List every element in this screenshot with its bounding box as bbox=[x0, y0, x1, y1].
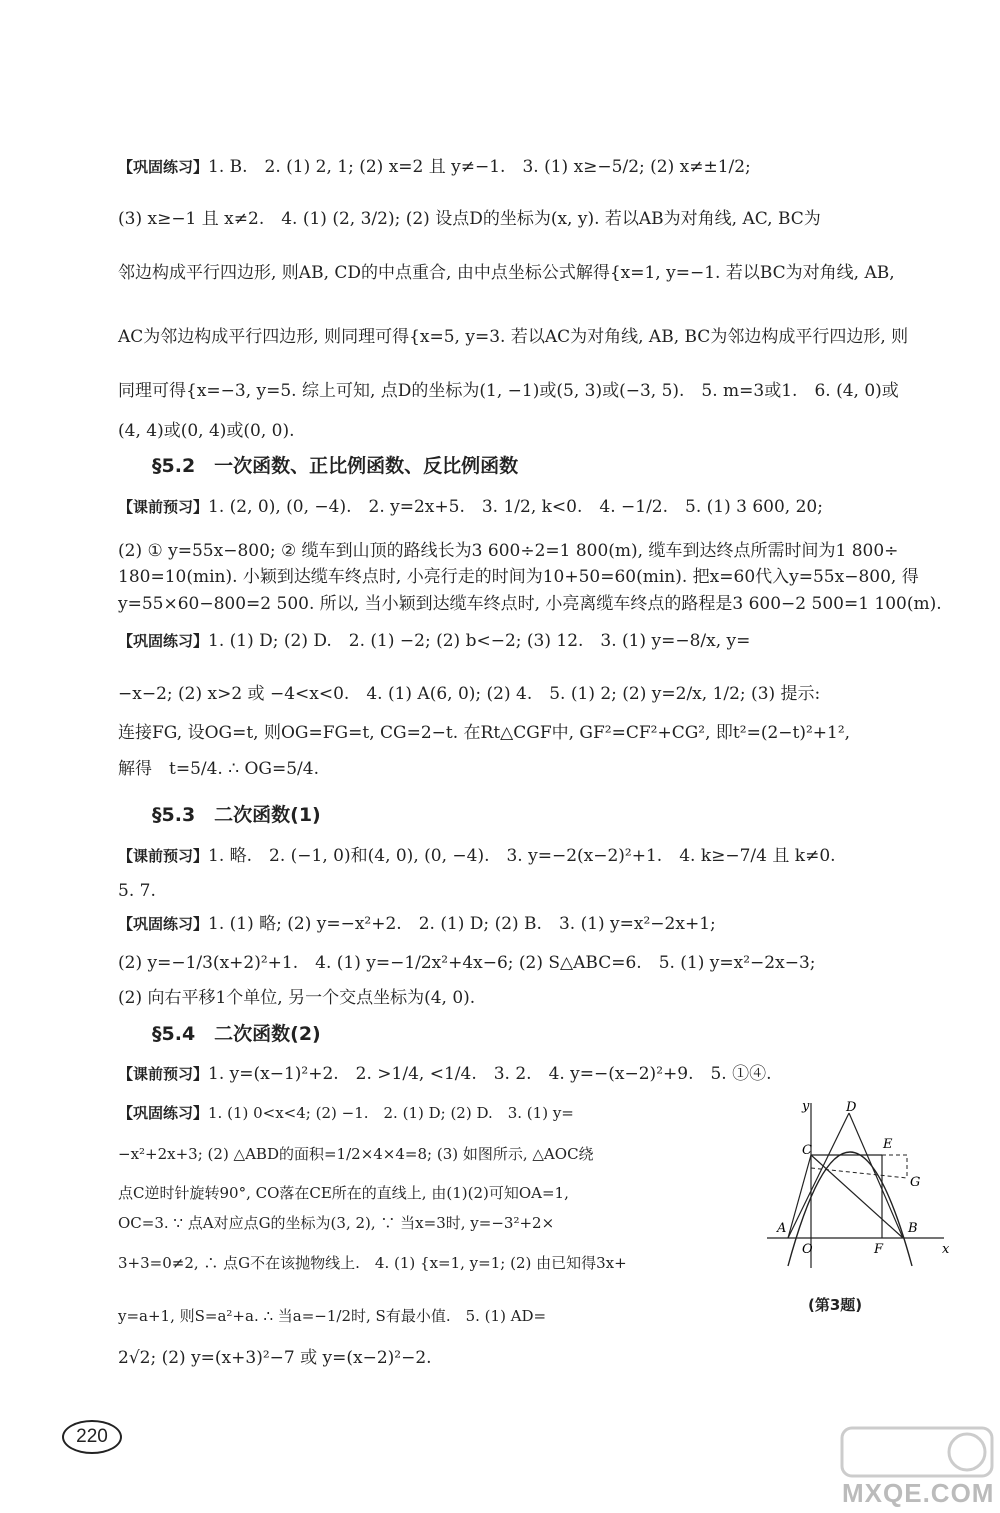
answer-line: −x²+2x+3; (2) △ABD的面积=1/2×4×4=8; (3) 如图所示, △AOC绕 bbox=[118, 1145, 594, 1163]
answer-line: y=a+1, 则S=a²+a. ∴ 当a=−1/2时, S有最小值. 5. (1) AD= bbox=[118, 1307, 547, 1325]
answer-line: 连接FG, 设OG=t, 则OG=FG=t, CG=2−t. 在Rt△CGF中, GF²=CF²+CG², 即t²=(2−t)²+1², bbox=[118, 723, 851, 743]
answer-line: 【课前预习】1. 略. 2. (−1, 0)和(4, 0), (0, −4). 3. y=−2(x−2)²+1. 4. k≥−7/4 且 k≠0. bbox=[118, 846, 836, 866]
label-o: O bbox=[802, 1242, 813, 1257]
label-f: F bbox=[874, 1242, 884, 1257]
section-tag: 【巩固练习】 bbox=[118, 158, 209, 176]
answer-line: 解得 t=5/4. ∴ OG=5/4. bbox=[118, 759, 319, 779]
answer-line: 2√2; (2) y=(x+3)²−7 或 y=(x−2)²−2. bbox=[118, 1348, 432, 1368]
parabola-figure bbox=[762, 1098, 957, 1273]
answer-line: 180=10(min). 小颖到达缆车终点时, 小亮行走的时间为10+50=60(min). 把x=60代入y=55x−800, 得 bbox=[118, 567, 919, 587]
label-g: G bbox=[910, 1175, 921, 1190]
label-b: B bbox=[908, 1221, 918, 1236]
section-tag: 【课前预习】 bbox=[118, 847, 209, 865]
watermark-text: MXQE.COM bbox=[842, 1478, 995, 1508]
answer-line: 【课前预习】1. y=(x−1)²+2. 2. >1/4, <1/4. 3. 2. 4. y=−(x−2)²+9. 5. ①④. bbox=[118, 1064, 772, 1084]
label-x: x bbox=[942, 1242, 950, 1257]
answer-line: 【巩固练习】1. (1) 0<x<4; (2) −1. 2. (1) D; (2) D. 3. (1) y= bbox=[118, 1104, 574, 1122]
label-y: y bbox=[802, 1099, 810, 1114]
label-e: E bbox=[883, 1137, 893, 1152]
answer-line: 【巩固练习】1. B. 2. (1) 2, 1; (2) x=2 且 y≠−1. 3. (1) x≥−5/2; (2) x≠±1/2; bbox=[118, 157, 751, 177]
answer-line: (2) y=−1/3(x+2)²+1. 4. (1) y=−1/2x²+4x−6; (2) S△ABC=6. 5. (1) y=x²−2x−3; bbox=[118, 953, 816, 973]
page-number: 220 bbox=[62, 1420, 122, 1454]
answer-line: y=55×60−800=2 500. 所以, 当小颖到达缆车终点时, 小亮离缆车终点的路程是3 600−2 500=1 100(m). bbox=[118, 594, 942, 614]
line-db bbox=[849, 1113, 903, 1238]
answer-line: 【课前预习】1. (2, 0), (0, −4). 2. y=2x+5. 3. 1/2, k<0. 4. −1/2. 5. (1) 3 600, 20; bbox=[118, 497, 823, 517]
answer-line: 【巩固练习】1. (1) 略; (2) y=−x²+2. 2. (1) D; (2) B. 3. (1) y=x²−2x+1; bbox=[118, 914, 716, 934]
section-heading: §5.3 二次函数(1) bbox=[152, 804, 321, 826]
answer-line: (3) x≥−1 且 x≠2. 4. (1) (2, 3/2); (2) 设点D的坐标为(x, y). 若以AB为对角线, AC, BC为 bbox=[118, 209, 821, 229]
figure-caption: (第3题) bbox=[808, 1296, 863, 1314]
answer-line: 邻边构成平行四边形, 则AB, CD的中点重合, 由中点坐标公式解得{x=1, y=−1. 若以BC为对角线, AB, bbox=[118, 263, 895, 283]
label-a: A bbox=[777, 1221, 787, 1236]
section-heading: §5.4 二次函数(2) bbox=[152, 1023, 321, 1045]
answer-line: OC=3. ∵ 点A对应点G的坐标为(3, 2), ∵ 当x=3时, y=−3²+2× bbox=[118, 1214, 555, 1232]
section-tag: 【课前预习】 bbox=[118, 498, 209, 516]
answer-line: 【巩固练习】1. (1) D; (2) D. 2. (1) −2; (2) b<−2; (3) 12. 3. (1) y=−8/x, y= bbox=[118, 631, 751, 651]
answer-line: (2) ① y=55x−800; ② 缆车到山顶的路线长为3 600÷2=1 800(m), 缆车到达终点所需时间为1 800÷ bbox=[118, 541, 899, 561]
answer-line: (4, 4)或(0, 4)或(0, 0). bbox=[118, 421, 295, 441]
dashed-rect bbox=[882, 1155, 907, 1178]
answer-line: AC为邻边构成平行四边形, 则同理可得{x=5, y=3. 若以AC为对角线, AB, BC为邻边构成平行四边形, 则 bbox=[118, 327, 909, 347]
answer-line: 5. 7. bbox=[118, 881, 156, 901]
section-tag: 【巩固练习】 bbox=[118, 915, 209, 933]
label-c: C bbox=[802, 1143, 812, 1158]
section-tag: 【巩固练习】 bbox=[118, 1104, 209, 1122]
line-ad bbox=[788, 1113, 849, 1238]
answer-line: 点C逆时针旋转90°, CO落在CE所在的直线上, 由(1)(2)可知OA=1, bbox=[118, 1184, 569, 1202]
label-d: D bbox=[846, 1100, 857, 1115]
section-heading: §5.2 一次函数、正比例函数、反比例函数 bbox=[152, 455, 519, 477]
section-tag: 【巩固练习】 bbox=[118, 632, 209, 650]
answer-line: 同理可得{x=−3, y=5. 综上可知, 点D的坐标为(1, −1)或(5, 3)或(−3, 5). 5. m=3或1. 6. (4, 0)或 bbox=[118, 381, 899, 401]
answer-line: (2) 向右平移1个单位, 另一个交点坐标为(4, 0). bbox=[118, 988, 476, 1008]
section-tag: 【课前预习】 bbox=[118, 1065, 209, 1083]
answer-line: −x−2; (2) x>2 或 −4<x<0. 4. (1) A(6, 0); (2) 4. 5. (1) 2; (2) y=2/x, 1/2; (3) 提示: bbox=[118, 684, 821, 704]
dashed-line bbox=[811, 1168, 907, 1178]
answer-line: 3+3=0≠2, ∴ 点G不在该抛物线上. 4. (1) {x=1, y=1; (2) 由已知得3x+ bbox=[118, 1254, 627, 1272]
